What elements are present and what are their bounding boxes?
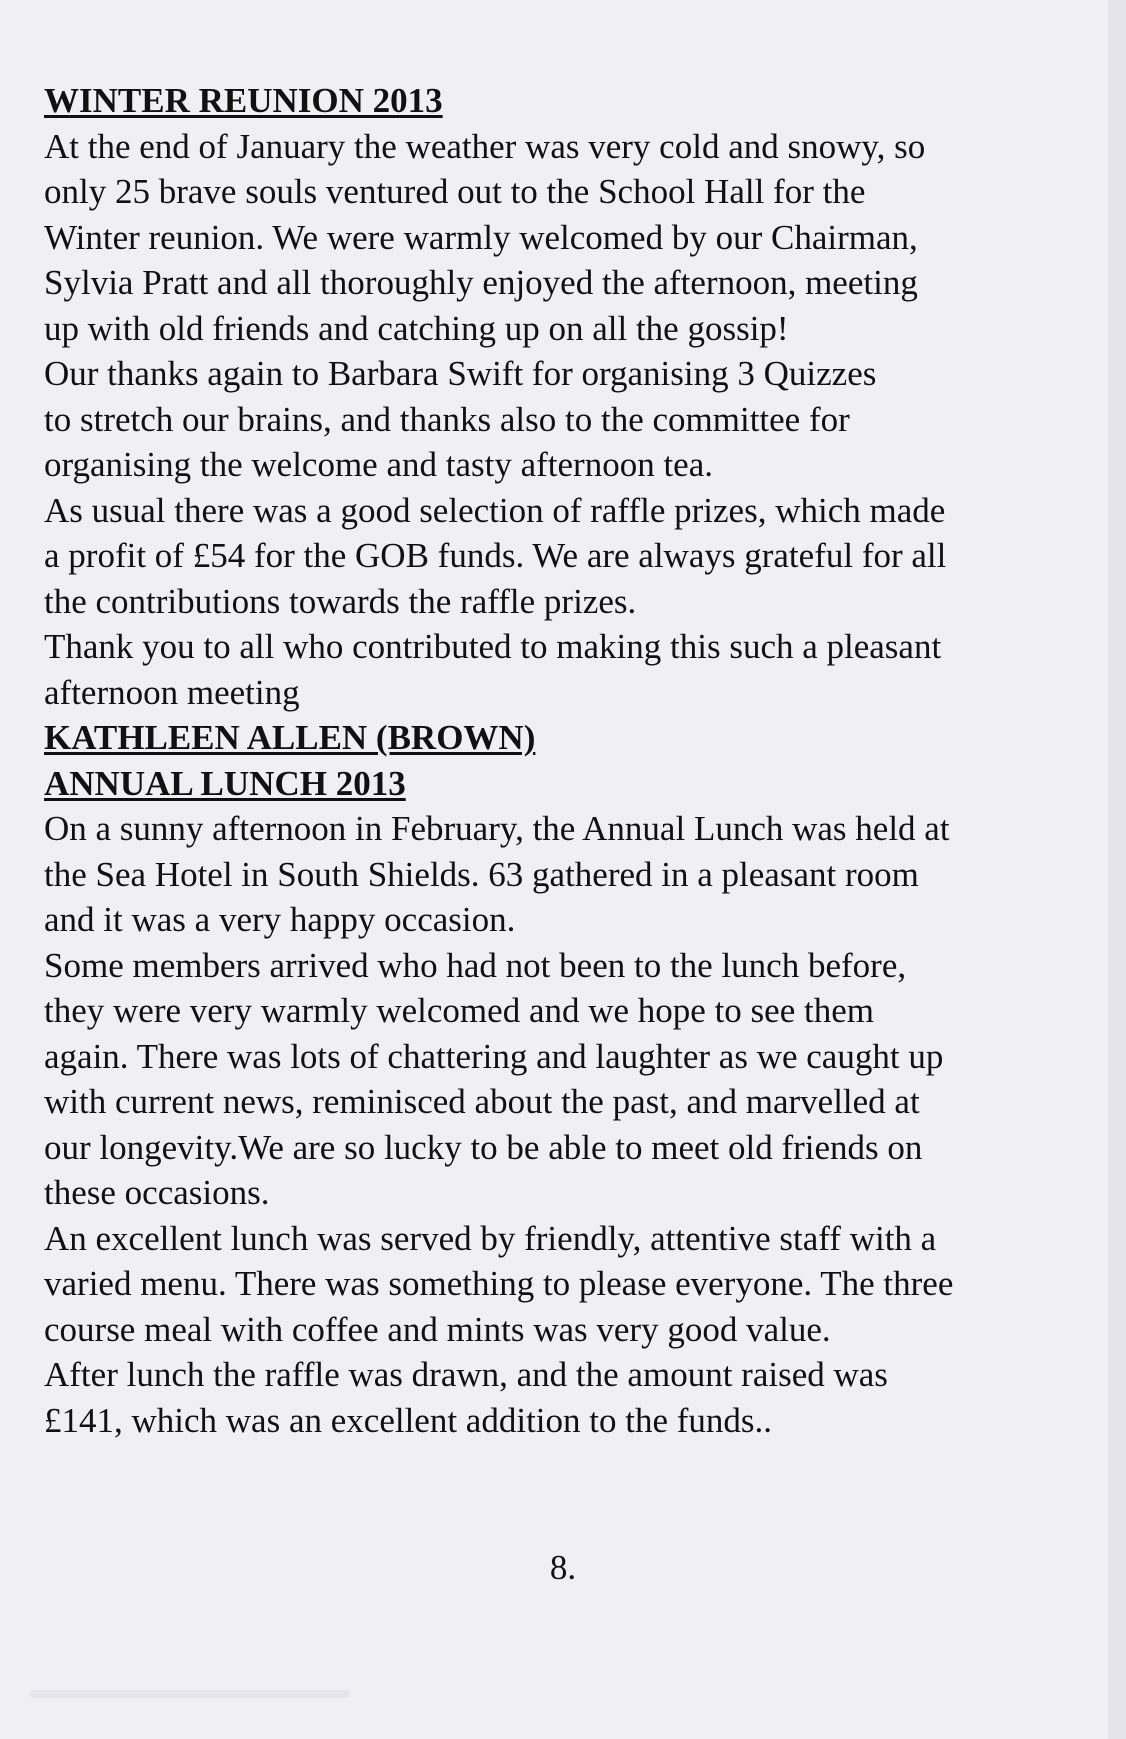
lunch-paragraph-1: On a sunny afternoon in February, the Annual Lunch was held at the Sea Hotel in South Shields. 63 gathered in a pleasant room and it was a very happy occasion.	[44, 809, 950, 939]
winter-reunion-heading: WINTER REUNION 2013	[44, 81, 443, 120]
lunch-paragraph-4: After lunch the raffle was drawn, and the amount raised was £141, which was an excellent addition to the funds..	[44, 1355, 888, 1440]
page-edge-shadow	[1108, 0, 1126, 1739]
article-body	[44, 78, 1084, 1443]
scan-smudge	[30, 1690, 350, 1698]
lunch-heading-title: ANNUAL LUNCH 2013	[44, 763, 406, 803]
winter-paragraph-2: Our thanks again to Barbara Swift for organising 3 Quizzes to stretch our brains, and thanks also to the committee for organising the welcome and tasty afternoon tea.	[44, 354, 877, 484]
lunch-heading-name: KATHLEEN ALLEN (BROWN)	[44, 718, 536, 757]
lunch-paragraph-3: An excellent lunch was served by friendly, attentive staff with a varied menu. There was something to please everyone. The three course meal with coffee and mints was very good value.	[44, 1218, 954, 1349]
winter-paragraph-3: As usual there was a good selection of raffle prizes, which made a profit of £54 for the GOB funds. We are always grateful for all the contributions towards the raffle prizes.	[44, 490, 947, 621]
winter-paragraph-1: At the end of January the weather was very cold and snowy, so only 25 brave souls ventured out to the School Hall for the Winter reunion. We were warmly welcomed by our Chairman, Sylvia Pratt and all thoroughly enjoyed the afternoon, meeting up with old friends and catching up on all the gossip!	[44, 126, 926, 348]
winter-paragraph-4: Thank you to all who contributed to making this such a pleasant afternoon meeting	[44, 627, 942, 712]
page-number: 8.	[549, 1548, 577, 1587]
lunch-paragraph-2: Some members arrived who had not been to the lunch before, they were very warmly welcomed and we hope to see them again. There was lots of chattering and laughter as we caught up with current news, reminisced about the past, and marvelled at our longevity.We are so lucky to be able to meet old friends on these occasions.	[44, 945, 944, 1212]
